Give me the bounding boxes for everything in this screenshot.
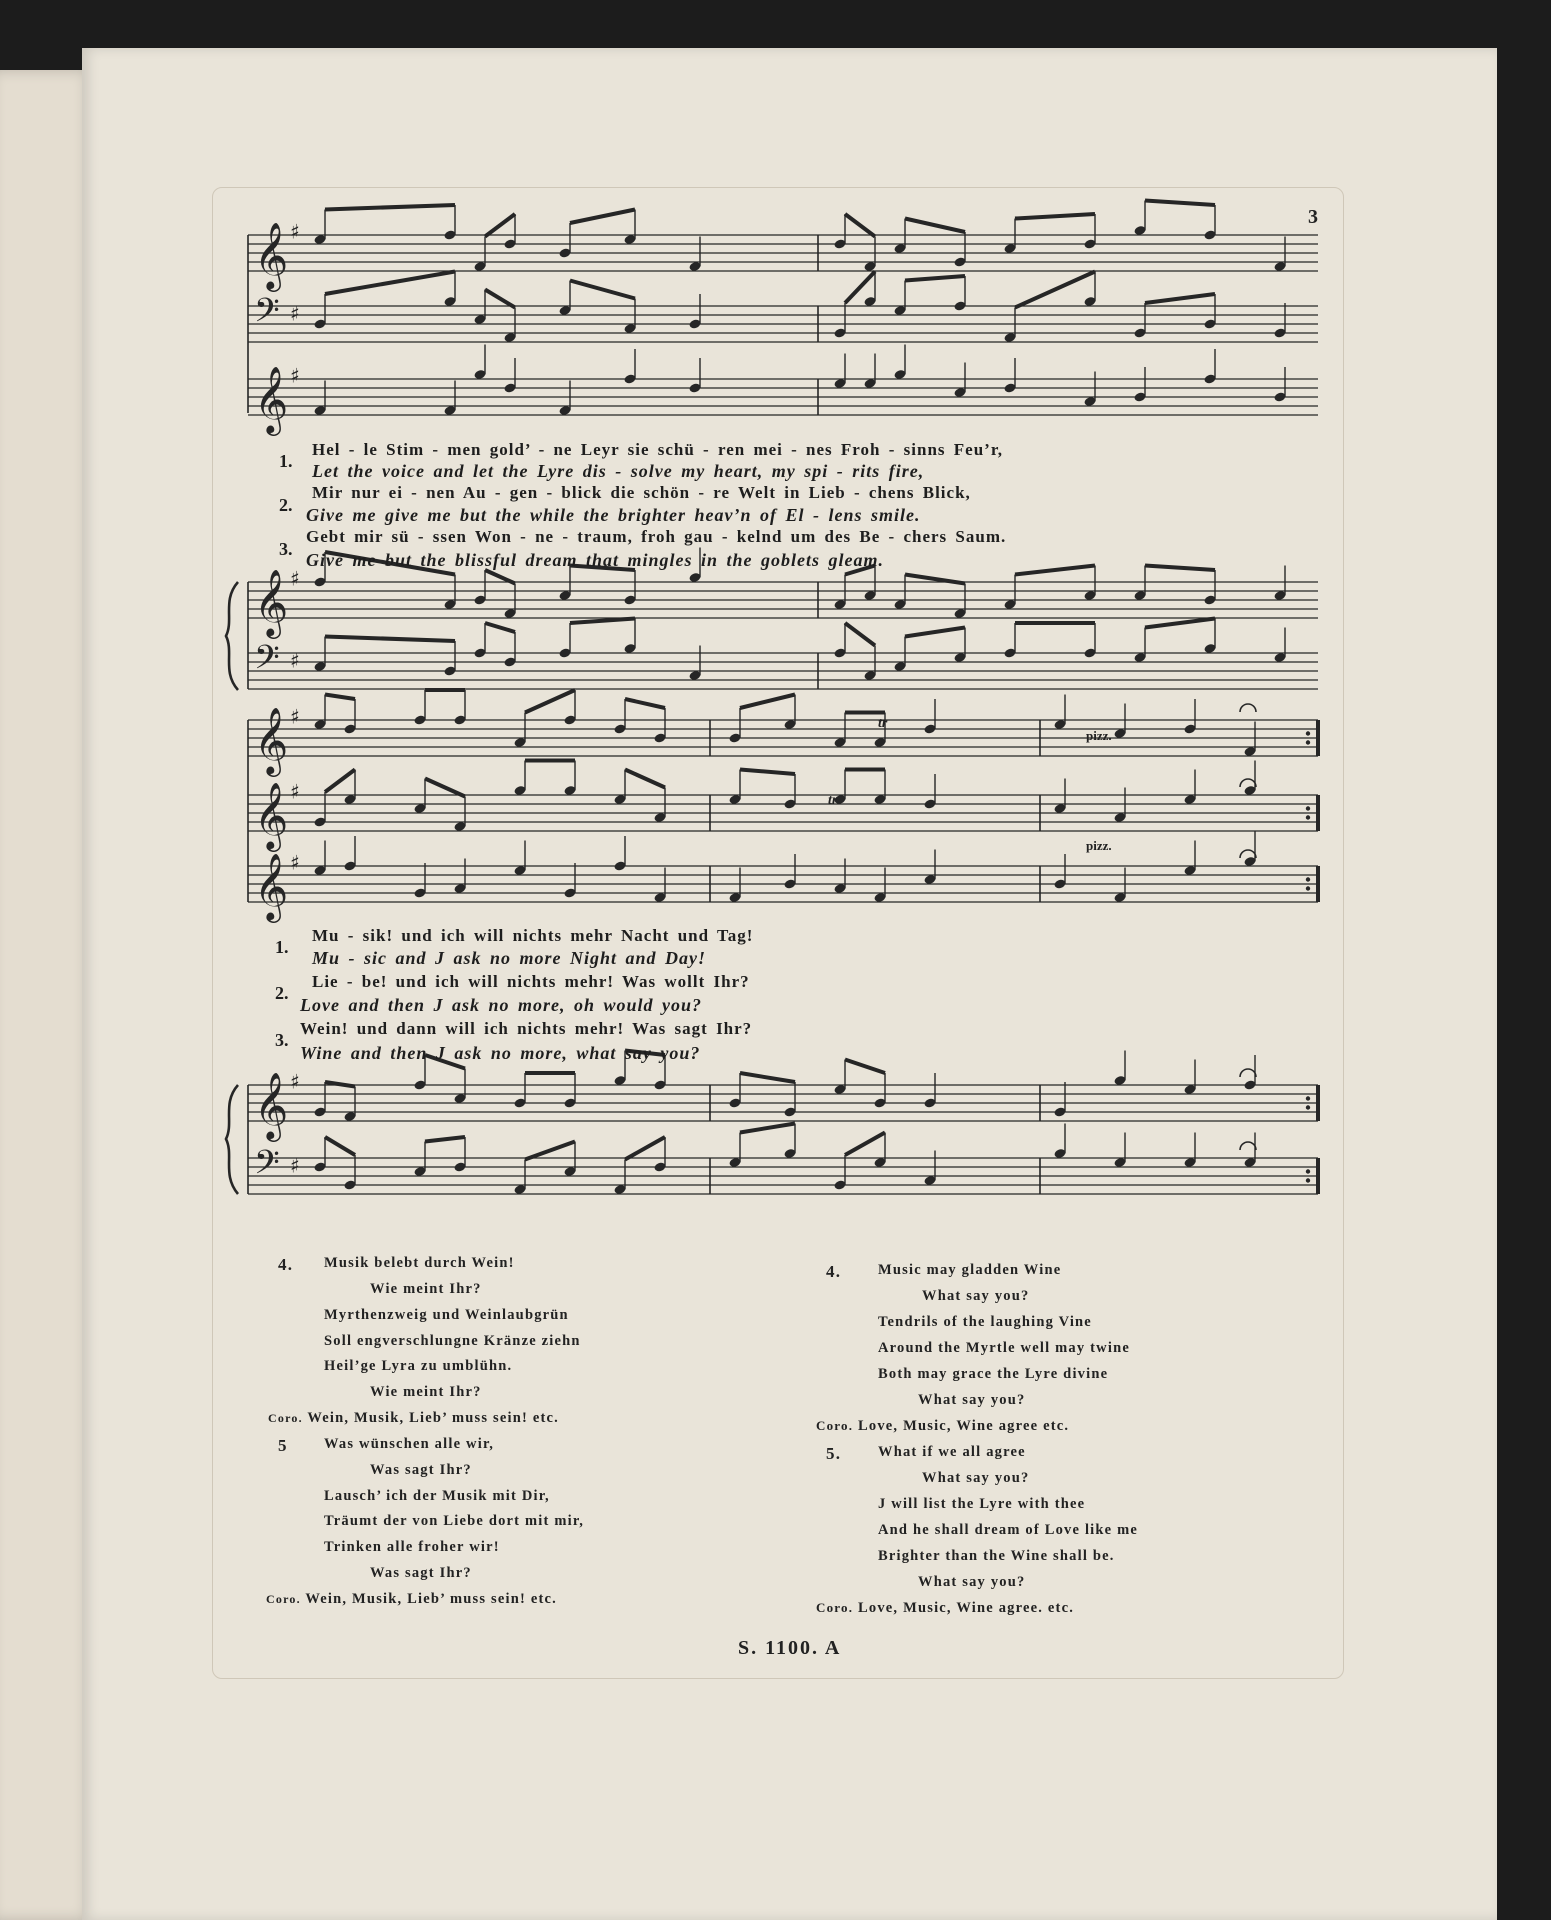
stanza-line: Trinken alle froher wir! (324, 1539, 500, 1555)
note-beam (1145, 619, 1215, 628)
lyric-line: Lie - be! und ich will nichts mehr! Was wollt Ihr? (312, 972, 750, 991)
note-beam (625, 1137, 665, 1160)
lyric-line: Mu - sik! und ich will nichts mehr Nacht und Tag! (312, 926, 754, 945)
key-signature-sharp: ♯ (290, 363, 300, 388)
repeat-dot (1306, 886, 1310, 890)
note-beam (325, 272, 455, 295)
coro-label: Coro. (268, 1411, 303, 1425)
repeat-dot (1306, 740, 1310, 744)
note-beam (485, 214, 515, 237)
note-beam (485, 623, 515, 632)
treble-clef: 𝄞 (254, 221, 289, 289)
stanza-line: Heil’ge Lyra zu umblühn. (324, 1358, 513, 1374)
lyric-line: Gebt mir sü - ssen Won - ne - traum, froh gau - kelnd um des Be - chers Saum. (306, 527, 1007, 546)
key-signature-sharp: ♯ (290, 779, 300, 804)
pizzicato-mark: pizz. (1086, 838, 1112, 853)
pizzicato-mark: pizz. (1086, 728, 1112, 743)
fermata (1240, 1142, 1256, 1150)
verse-number: 1. (275, 937, 289, 957)
coro-label: Coro. (816, 1600, 854, 1615)
stanza-line: Soll engverschlungne Kränze ziehn (324, 1333, 581, 1349)
stanza-line: Both may grace the Lyre divine (878, 1366, 1109, 1382)
fermata (1240, 850, 1256, 858)
key-signature-sharp: ♯ (290, 301, 300, 326)
repeat-dot (1306, 1169, 1310, 1173)
lyric-line: Give me give me but the while the brighter heav’n of El - lens smile. (306, 505, 921, 525)
repeat-dot (1306, 806, 1310, 810)
stanza-line: Lausch’ ich der Musik mit Dir, (324, 1488, 550, 1504)
key-signature-sharp: ♯ (290, 648, 300, 673)
key-signature-sharp: ♯ (290, 1153, 300, 1178)
stanza-line: What say you? (922, 1470, 1030, 1486)
key-signature-sharp: ♯ (290, 1069, 300, 1094)
trill-mark: tr (828, 793, 838, 808)
stanza-line: Was wünschen alle wir, (324, 1436, 495, 1452)
fermata (1240, 704, 1256, 712)
fermata (1240, 1069, 1256, 1077)
note-beam (845, 214, 875, 237)
treble-clef: 𝄞 (254, 781, 289, 849)
stanza-number: 5. (826, 1444, 842, 1463)
repeat-dot (1306, 731, 1310, 735)
stanza-line: What if we all agree (878, 1444, 1026, 1460)
stanza-line: Myrthenzweig und Weinlaubgrün (324, 1307, 569, 1323)
key-signature-sharp: ♯ (290, 566, 300, 591)
note-beam (1015, 272, 1095, 308)
repeat-dot (1306, 1105, 1310, 1109)
note-beam (325, 770, 355, 793)
note-beam (625, 699, 665, 708)
verse-number: 3. (279, 539, 293, 559)
coro-label: Coro. (266, 1592, 301, 1606)
stanza-number: 5 (278, 1436, 288, 1455)
stanza-line: Love, Music, Wine agree. etc. (858, 1600, 1075, 1616)
note-beam (740, 770, 795, 775)
note-beam (570, 619, 635, 624)
lyric-line: Give me but the blissful dream that mingles in the goblets gleam. (306, 550, 885, 570)
verse-number: 2. (279, 495, 293, 515)
treble-clef: 𝄞 (254, 1071, 289, 1139)
note-beam (845, 1133, 885, 1156)
stanza-number: 4. (278, 1255, 294, 1274)
stanza-number: 4. (826, 1262, 842, 1281)
note-beam (1145, 294, 1215, 303)
lyric-line: Hel - le Stim - men gold’ - ne Leyr sie schü - ren mei - nes Froh - sinns Feu’r, (312, 440, 1004, 459)
coro-label: Coro. (816, 1418, 854, 1433)
note-beam (905, 628, 965, 637)
note-beam (905, 219, 965, 233)
note-beam (425, 779, 465, 797)
note-beam (1145, 201, 1215, 206)
note-beam (325, 205, 455, 210)
piano-brace (226, 1085, 238, 1194)
stanza-line: Wie meint Ihr? (370, 1281, 482, 1297)
note-beam (1015, 566, 1095, 575)
stanza-line: J will list the Lyre with thee (878, 1496, 1086, 1512)
note-beam (485, 290, 515, 308)
note-beam (325, 637, 455, 642)
note-beam (1145, 566, 1215, 571)
lyric-line: Mu - sic and J ask no more Night and Day! (312, 948, 707, 968)
stanza-line: Wein, Musik, Lieb’ muss sein! etc. (305, 1591, 557, 1607)
verse-number: 1. (279, 451, 293, 471)
stanza-line: Was sagt Ihr? (370, 1565, 472, 1581)
note-beam (425, 1137, 465, 1142)
repeat-dot (1306, 1178, 1310, 1182)
lyric-line: Love and then J ask no more, oh would you? (300, 995, 703, 1015)
trill-mark: tr (878, 716, 888, 731)
treble-clef: 𝄞 (254, 706, 289, 774)
treble-clef: 𝄞 (254, 568, 289, 636)
note-beam (740, 1124, 795, 1133)
key-signature-sharp: ♯ (290, 704, 300, 729)
piano-brace (226, 582, 238, 690)
note-beam (740, 695, 795, 709)
treble-clef: 𝄞 (254, 852, 289, 920)
stanza-line: Wie meint Ihr? (370, 1384, 482, 1400)
stanza-line: Tendrils of the laughing Vine (878, 1314, 1092, 1330)
plate-number: S. 1100. A (738, 1637, 842, 1659)
stanza-line: Träumt der von Liebe dort mit mir, (324, 1513, 585, 1529)
bass-clef: 𝄢 (254, 1144, 280, 1190)
lyric-line: Wein! und dann will ich nichts mehr! Was sagt Ihr? (300, 1019, 753, 1038)
stanza-line: Brighter than the Wine shall be. (878, 1548, 1115, 1564)
note-beam (905, 276, 965, 281)
note-beam (570, 281, 635, 299)
note-beam (325, 1137, 355, 1155)
note-beam (325, 695, 355, 700)
repeat-dot (1306, 877, 1310, 881)
stanza-line: Wein, Musik, Lieb’ muss sein! etc. (307, 1410, 559, 1426)
stanza-line: What say you? (922, 1288, 1030, 1304)
note-beam (325, 1082, 355, 1087)
stanza-line: What say you? (918, 1574, 1026, 1590)
note-beam (570, 210, 635, 224)
key-signature-sharp: ♯ (290, 850, 300, 875)
note-beam (845, 623, 875, 646)
key-signature-sharp: ♯ (290, 219, 300, 244)
fermata (1240, 779, 1256, 787)
lyric-line: Wine and then J ask no more, what say you? (300, 1043, 701, 1063)
note-beam (1015, 214, 1095, 219)
stanza-line: And he shall dream of Love like me (878, 1522, 1139, 1538)
note-beam (525, 1142, 575, 1160)
note-beam (845, 1060, 885, 1074)
verse-number: 2. (275, 983, 289, 1003)
repeat-dot (1306, 815, 1310, 819)
bass-clef: 𝄢 (254, 639, 280, 685)
lyric-line: Let the voice and let the Lyre dis - solve my heart, my spi - rits fire, (312, 461, 925, 481)
page-number: 3 (1308, 206, 1318, 228)
stanza-line: Was sagt Ihr? (370, 1462, 472, 1478)
stanza-line: Musik belebt durch Wein! (324, 1255, 515, 1271)
lyric-line: Mir nur ei - nen Au - gen - blick die schön - re Welt in Lieb - chens Blick, (312, 483, 971, 502)
treble-clef: 𝄞 (254, 365, 289, 433)
stanza-line: What say you? (918, 1392, 1026, 1408)
stanza-line: Around the Myrtle well may twine (878, 1340, 1130, 1356)
verse-number: 3. (275, 1030, 289, 1050)
repeat-dot (1306, 1096, 1310, 1100)
note-beam (625, 770, 665, 788)
note-beam (525, 690, 575, 713)
stanza-line: Love, Music, Wine agree etc. (858, 1418, 1070, 1434)
note-beam (740, 1073, 795, 1082)
stanza-line: Music may gladden Wine (878, 1262, 1062, 1278)
bass-clef: 𝄢 (254, 292, 280, 338)
